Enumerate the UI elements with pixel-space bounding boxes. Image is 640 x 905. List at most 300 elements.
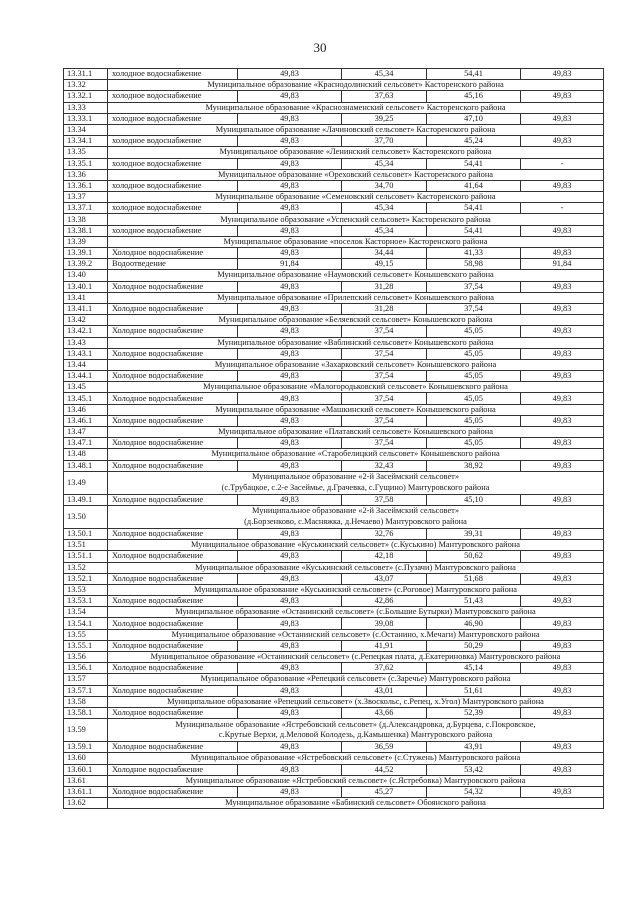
service-name: Холодное водоснабжение xyxy=(108,371,238,382)
municipality-row xyxy=(64,102,604,113)
row-number: 13.41.1 xyxy=(64,303,108,314)
row-number: 13.56.1 xyxy=(64,663,108,674)
row-number: 13.40 xyxy=(64,270,108,281)
tariff-value-1: 49,83 xyxy=(238,371,342,382)
row-number: 13.35.1 xyxy=(64,158,108,169)
municipality-title xyxy=(108,562,604,573)
service-name: Холодное водоснабжение xyxy=(108,663,238,674)
tariff-value-2: 45,34 xyxy=(342,158,427,169)
tariff-value-1: 49,83 xyxy=(238,596,342,607)
service-name: Холодное водоснабжение xyxy=(108,528,238,539)
tariff-value-3: 54,41 xyxy=(427,203,521,214)
service-name: Холодное водоснабжение xyxy=(108,685,238,696)
tariff-value-4: 49,83 xyxy=(521,494,604,505)
row-number: 13.60.1 xyxy=(64,764,108,775)
row-number: 13.61 xyxy=(64,775,108,786)
tariff-value-4: 49,83 xyxy=(521,371,604,382)
tariff-row xyxy=(64,460,604,471)
tariff-value-3: 51,43 xyxy=(427,596,521,607)
tariff-value-3: 54,41 xyxy=(427,225,521,236)
tariff-value-2: 32,43 xyxy=(342,460,427,471)
tariff-value-2: 37,54 xyxy=(342,415,427,426)
tariff-value-3: 37,54 xyxy=(427,303,521,314)
tariff-table xyxy=(63,68,604,809)
row-number: 13.36 xyxy=(64,169,108,180)
municipality-row xyxy=(64,471,604,494)
tariff-value-3: 53,42 xyxy=(427,764,521,775)
municipality-title-line: Муниципальное образование «Ястребовский сельсовет» (с.Ястребовка) Мантуровского района xyxy=(185,775,526,785)
municipality-title-line: Муниципальное образование «Платавский сельсовет» Конышевского района xyxy=(218,427,493,437)
tariff-row xyxy=(64,180,604,191)
municipality-title-line: Муниципальное образование «Успенский сельсовет» Касторенского района xyxy=(220,214,491,224)
municipality-title xyxy=(108,124,604,135)
municipality-row xyxy=(64,629,604,640)
service-name: Холодное водоснабжение xyxy=(108,348,238,359)
municipality-row xyxy=(64,505,604,528)
municipality-title xyxy=(108,427,604,438)
row-number: 13.49.1 xyxy=(64,494,108,505)
row-number: 13.57.1 xyxy=(64,685,108,696)
row-number: 13.58.1 xyxy=(64,707,108,718)
tariff-value-3: 47,10 xyxy=(427,113,521,124)
tariff-value-4: 49,83 xyxy=(521,69,604,80)
municipality-title-line: Муниципальное образование «Прилепский сельсовет» Конышевского района xyxy=(217,292,494,302)
service-name: холодное водоснабжение xyxy=(108,203,238,214)
tariff-value-4: 49,83 xyxy=(521,136,604,147)
service-name: холодное водоснабжение xyxy=(108,180,238,191)
service-name: холодное водоснабжение xyxy=(108,69,238,80)
row-number: 13.41 xyxy=(64,292,108,303)
municipality-title-line: Муниципальное образование «поселок Касторное» Касторенского района xyxy=(223,236,488,246)
tariff-value-2: 37,58 xyxy=(342,494,427,505)
tariff-value-2: 44,52 xyxy=(342,764,427,775)
tariff-value-2: 37,54 xyxy=(342,348,427,359)
tariff-value-1: 49,83 xyxy=(238,303,342,314)
municipality-title-line: Муниципальное образование «Останинский сельсовет» (с.Останино, х.Мечаги) Мантуровского района xyxy=(171,629,540,639)
tariff-value-4: 49,83 xyxy=(521,415,604,426)
tariff-value-1: 49,83 xyxy=(238,180,342,191)
municipality-row xyxy=(64,337,604,348)
tariff-value-4: 49,83 xyxy=(521,528,604,539)
service-name: Холодное водоснабжение xyxy=(108,281,238,292)
tariff-value-1: 49,83 xyxy=(238,91,342,102)
tariff-value-1: 49,83 xyxy=(238,528,342,539)
municipality-title xyxy=(108,471,604,494)
tariff-value-3: 52,39 xyxy=(427,707,521,718)
row-number: 13.33 xyxy=(64,102,108,113)
tariff-row xyxy=(64,742,604,753)
tariff-value-4: 49,83 xyxy=(521,303,604,314)
municipality-title xyxy=(108,798,604,809)
tariff-value-1: 49,83 xyxy=(238,393,342,404)
tariff-value-1: 91,84 xyxy=(238,259,342,270)
municipality-title xyxy=(108,80,604,91)
row-number: 13.38 xyxy=(64,214,108,225)
tariff-value-4: 49,83 xyxy=(521,764,604,775)
municipality-title xyxy=(108,147,604,158)
municipality-title-line: Муниципальное образование «Куськинский сельсовет» (с.Куськино) Мантуровского района xyxy=(191,540,520,550)
municipality-title-line: Муниципальное образование «Краснознаменский сельсовет» Касторенского района xyxy=(205,102,506,112)
tariff-value-4: 49,83 xyxy=(521,551,604,562)
service-name: холодное водоснабжение xyxy=(108,91,238,102)
tariff-value-4: 49,83 xyxy=(521,640,604,651)
tariff-row xyxy=(64,248,604,259)
tariff-value-3: 45,16 xyxy=(427,91,521,102)
tariff-row xyxy=(64,393,604,404)
tariff-row xyxy=(64,91,604,102)
row-number: 13.38.1 xyxy=(64,225,108,236)
tariff-value-3: 39,31 xyxy=(427,528,521,539)
municipality-title xyxy=(108,192,604,203)
tariff-value-4: 49,83 xyxy=(521,573,604,584)
tariff-value-2: 31,28 xyxy=(342,281,427,292)
tariff-row xyxy=(64,259,604,270)
service-name: Холодное водоснабжение xyxy=(108,303,238,314)
tariff-value-2: 45,34 xyxy=(342,203,427,214)
tariff-row xyxy=(64,438,604,449)
municipality-title-line: Муниципальное образование «Захарковский сельсовет» Конышевского района xyxy=(214,359,497,369)
municipality-row xyxy=(64,80,604,91)
row-number: 13.36.1 xyxy=(64,180,108,191)
tariff-value-1: 49,83 xyxy=(238,438,342,449)
tariff-value-4: 49,83 xyxy=(521,618,604,629)
tariff-row xyxy=(64,158,604,169)
row-number: 13.34 xyxy=(64,124,108,135)
tariff-value-3: 45,24 xyxy=(427,136,521,147)
tariff-row xyxy=(64,685,604,696)
municipality-title-line: Муниципальное образование «2-й Засеймский сельсовет» xyxy=(251,472,460,482)
service-name: Водоотведение xyxy=(108,259,238,270)
municipality-title xyxy=(108,674,604,685)
row-number: 13.39.2 xyxy=(64,259,108,270)
municipality-title xyxy=(108,270,604,281)
tariff-value-2: 43,07 xyxy=(342,573,427,584)
tariff-value-4: 49,83 xyxy=(521,326,604,337)
tariff-value-1: 49,83 xyxy=(238,551,342,562)
row-number: 13.50.1 xyxy=(64,528,108,539)
tariff-value-3: 41,64 xyxy=(427,180,521,191)
tariff-value-1: 49,83 xyxy=(238,618,342,629)
tariff-value-1: 49,83 xyxy=(238,248,342,259)
tariff-value-3: 54,41 xyxy=(427,158,521,169)
row-number: 13.53 xyxy=(64,584,108,595)
tariff-value-4: 49,83 xyxy=(521,113,604,124)
row-number: 13.44.1 xyxy=(64,371,108,382)
tariff-value-1: 49,83 xyxy=(238,707,342,718)
tariff-value-1: 49,83 xyxy=(238,663,342,674)
row-number: 13.55.1 xyxy=(64,640,108,651)
tariff-value-2: 45,34 xyxy=(342,225,427,236)
municipality-title-line: Муниципальное образование «Останинский сельсовет» (с.Репецкая плата, д.Екатериновка) Мантуровского района xyxy=(150,652,561,662)
row-number: 13.43 xyxy=(64,337,108,348)
municipality-title-line: Муниципальное образование «Останинский сельсовет» (с.Большие Бутырки) Мантуровского района xyxy=(175,607,536,617)
row-number: 13.44 xyxy=(64,359,108,370)
municipality-row xyxy=(64,562,604,573)
municipality-row xyxy=(64,449,604,460)
municipality-row xyxy=(64,540,604,551)
tariff-value-1: 49,83 xyxy=(238,326,342,337)
row-number: 13.58 xyxy=(64,696,108,707)
tariff-value-2: 34,44 xyxy=(342,248,427,259)
municipality-title-line: Муниципальное образование «Малогородьковский сельсовет» Конышевского района xyxy=(203,382,508,392)
service-name: Холодное водоснабжение xyxy=(108,596,238,607)
service-name: Холодное водоснабжение xyxy=(108,764,238,775)
row-number: 13.51 xyxy=(64,540,108,551)
service-name: Холодное водоснабжение xyxy=(108,326,238,337)
tariff-value-2: 37,54 xyxy=(342,326,427,337)
municipality-title xyxy=(108,652,604,663)
service-name: холодное водоснабжение xyxy=(108,113,238,124)
tariff-value-3: 45,05 xyxy=(427,371,521,382)
tariff-value-1: 49,83 xyxy=(238,348,342,359)
tariff-value-3: 50,62 xyxy=(427,551,521,562)
tariff-row xyxy=(64,618,604,629)
service-name: Холодное водоснабжение xyxy=(108,438,238,449)
row-number: 13.37.1 xyxy=(64,203,108,214)
tariff-value-3: 45,05 xyxy=(427,415,521,426)
tariff-value-4: 49,83 xyxy=(521,786,604,797)
tariff-value-1: 49,83 xyxy=(238,136,342,147)
tariff-value-3: 54,41 xyxy=(427,69,521,80)
tariff-value-2: 49,15 xyxy=(342,259,427,270)
table-body xyxy=(64,69,604,809)
row-number: 13.46 xyxy=(64,404,108,415)
tariff-row xyxy=(64,69,604,80)
row-number: 13.45 xyxy=(64,382,108,393)
municipality-title xyxy=(108,540,604,551)
tariff-value-4: 49,83 xyxy=(521,438,604,449)
tariff-row xyxy=(64,136,604,147)
municipality-row xyxy=(64,214,604,225)
tariff-row xyxy=(64,551,604,562)
municipality-row xyxy=(64,236,604,247)
municipality-title-line: Муниципальное образование «Семеновский сельсовет» Касторенского района xyxy=(215,192,496,202)
municipality-row xyxy=(64,719,604,742)
tariff-value-2: 42,18 xyxy=(342,551,427,562)
tariff-value-2: 45,27 xyxy=(342,786,427,797)
municipality-title-line: Муниципальное образование «Ваблинский сельсовет» Конышевского района xyxy=(217,337,494,347)
municipality-title xyxy=(108,315,604,326)
municipality-title-line: Муниципальное образование «Машкинский сельсовет» Конышевского района xyxy=(215,404,496,414)
municipality-row xyxy=(64,652,604,663)
tariff-value-2: 37,70 xyxy=(342,136,427,147)
tariff-value-2: 37,54 xyxy=(342,371,427,382)
municipality-title-line: Муниципальное образование «Репецкий сельсовет» (х.Звоскольс, с.Репец, х.Угол) Мантуровского района xyxy=(167,696,544,706)
service-name: Холодное водоснабжение xyxy=(108,618,238,629)
row-number: 13.61.1 xyxy=(64,786,108,797)
tariff-row xyxy=(64,494,604,505)
tariff-value-1: 49,83 xyxy=(238,69,342,80)
municipality-title xyxy=(108,584,604,595)
tariff-value-2: 39,25 xyxy=(342,113,427,124)
municipality-row xyxy=(64,427,604,438)
tariff-value-2: 42,86 xyxy=(342,596,427,607)
tariff-row xyxy=(64,786,604,797)
tariff-row xyxy=(64,640,604,651)
tariff-row xyxy=(64,113,604,124)
tariff-value-4: 49,83 xyxy=(521,348,604,359)
municipality-row xyxy=(64,382,604,393)
municipality-row xyxy=(64,753,604,764)
tariff-value-3: 38,92 xyxy=(427,460,521,471)
municipality-row xyxy=(64,147,604,158)
tariff-value-3: 45,05 xyxy=(427,393,521,404)
tariff-value-4: 91,84 xyxy=(521,259,604,270)
row-number: 13.59 xyxy=(64,719,108,742)
municipality-row xyxy=(64,674,604,685)
row-number: 13.53.1 xyxy=(64,596,108,607)
tariff-value-4: 49,83 xyxy=(521,685,604,696)
municipality-row xyxy=(64,798,604,809)
service-name: Холодное водоснабжение xyxy=(108,742,238,753)
municipality-title-line: Муниципальное образование «2-й Засеймский сельсовет» xyxy=(251,506,460,516)
service-name: холодное водоснабжение xyxy=(108,158,238,169)
tariff-value-4: 49,83 xyxy=(521,742,604,753)
row-number: 13.32.1 xyxy=(64,91,108,102)
tariff-value-1: 49,83 xyxy=(238,281,342,292)
tariff-value-2: 37,54 xyxy=(342,438,427,449)
row-number: 13.35 xyxy=(64,147,108,158)
tariff-value-2: 36,59 xyxy=(342,742,427,753)
tariff-value-3: 37,54 xyxy=(427,281,521,292)
tariff-value-4: 49,83 xyxy=(521,91,604,102)
service-name: Холодное водоснабжение xyxy=(108,460,238,471)
service-name: Холодное водоснабжение xyxy=(108,786,238,797)
municipality-title-line-2: с.Крутые Верхи, д.Меловой Колодезь, д.Камышенка) Мантуровского района xyxy=(218,730,493,740)
municipality-title xyxy=(108,404,604,415)
tariff-value-3: 45,10 xyxy=(427,494,521,505)
row-number: 13.48 xyxy=(64,449,108,460)
tariff-value-2: 39,08 xyxy=(342,618,427,629)
tariff-value-1: 49,83 xyxy=(238,460,342,471)
row-number: 13.60 xyxy=(64,753,108,764)
tariff-value-4: 49,83 xyxy=(521,707,604,718)
row-number: 13.59.1 xyxy=(64,742,108,753)
municipality-row xyxy=(64,404,604,415)
tariff-row xyxy=(64,348,604,359)
tariff-row xyxy=(64,707,604,718)
municipality-title xyxy=(108,719,604,742)
tariff-value-1: 49,83 xyxy=(238,685,342,696)
municipality-title xyxy=(108,505,604,528)
tariff-value-1: 49,83 xyxy=(238,494,342,505)
row-number: 13.52.1 xyxy=(64,573,108,584)
tariff-row xyxy=(64,415,604,426)
tariff-value-2: 43,01 xyxy=(342,685,427,696)
tariff-value-3: 46,90 xyxy=(427,618,521,629)
municipality-title xyxy=(108,753,604,764)
tariff-value-2: 31,28 xyxy=(342,303,427,314)
row-number: 13.39 xyxy=(64,236,108,247)
municipality-title-line: Муниципальное образование «Ореховский сельсовет» Касторенского района xyxy=(217,169,494,179)
municipality-title xyxy=(108,214,604,225)
tariff-value-2: 41,91 xyxy=(342,640,427,651)
tariff-row xyxy=(64,225,604,236)
service-name: Холодное водоснабжение xyxy=(108,640,238,651)
row-number: 13.34.1 xyxy=(64,136,108,147)
tariff-value-1: 49,83 xyxy=(238,573,342,584)
municipality-title-line: Муниципальное образование «Наумовский сельсовет» Конышевского района xyxy=(217,270,494,280)
municipality-row xyxy=(64,607,604,618)
municipality-title-line: Муниципальное образование «Старобелицкий сельсовет» Конышевского района xyxy=(211,449,500,459)
municipality-row xyxy=(64,192,604,203)
tariff-value-3: 50,29 xyxy=(427,640,521,651)
municipality-title xyxy=(108,449,604,460)
tariff-value-4: 49,83 xyxy=(521,663,604,674)
tariff-row xyxy=(64,203,604,214)
municipality-title xyxy=(108,607,604,618)
tariff-value-2: 45,34 xyxy=(342,69,427,80)
municipality-row xyxy=(64,315,604,326)
row-number: 13.54 xyxy=(64,607,108,618)
row-number: 13.55 xyxy=(64,629,108,640)
tariff-value-4: - xyxy=(521,158,604,169)
tariff-value-3: 45,05 xyxy=(427,438,521,449)
tariff-value-2: 32,76 xyxy=(342,528,427,539)
tariff-value-1: 49,83 xyxy=(238,786,342,797)
tariff-value-1: 49,83 xyxy=(238,640,342,651)
tariff-value-1: 49,83 xyxy=(238,225,342,236)
service-name: холодное водоснабжение xyxy=(108,225,238,236)
municipality-title-line: Муниципальное образование «Ленинский сельсовет» Касторенского района xyxy=(219,147,492,157)
tariff-value-3: 51,68 xyxy=(427,573,521,584)
row-number: 13.57 xyxy=(64,674,108,685)
municipality-row xyxy=(64,359,604,370)
municipality-title-line: Муниципальное образование «Куськинский сельсовет» (с.Роговое) Мантуровского района xyxy=(193,584,518,594)
tariff-row xyxy=(64,281,604,292)
row-number: 13.51.1 xyxy=(64,551,108,562)
service-name: Холодное водоснабжение xyxy=(108,573,238,584)
municipality-title xyxy=(108,382,604,393)
row-number: 13.49 xyxy=(64,471,108,494)
tariff-value-3: 45,05 xyxy=(427,348,521,359)
service-name: холодное водоснабжение xyxy=(108,136,238,147)
municipality-title-line: Муниципальное образование «Лачиновский сельсовет» Касторенского района xyxy=(215,125,496,135)
row-number: 13.40.1 xyxy=(64,281,108,292)
tariff-value-4: 49,83 xyxy=(521,225,604,236)
row-number: 13.42.1 xyxy=(64,326,108,337)
tariff-value-3: 41,33 xyxy=(427,248,521,259)
row-number: 13.50 xyxy=(64,505,108,528)
row-number: 13.52 xyxy=(64,562,108,573)
tariff-value-4: 49,83 xyxy=(521,460,604,471)
row-number: 13.47.1 xyxy=(64,438,108,449)
municipality-title xyxy=(108,359,604,370)
row-number: 13.47 xyxy=(64,427,108,438)
municipality-row xyxy=(64,292,604,303)
tariff-value-1: 49,83 xyxy=(238,113,342,124)
row-number: 13.46.1 xyxy=(64,415,108,426)
municipality-title-line: Муниципальное образование «Ястребовский сельсовет» (с.Стужень) Мантуровского района xyxy=(190,753,521,763)
municipality-row xyxy=(64,270,604,281)
row-number: 13.42 xyxy=(64,315,108,326)
tariff-value-1: 49,83 xyxy=(238,742,342,753)
municipality-title-line: Муниципальное образование «Краснодолинский сельсовет» Касторенского района xyxy=(207,80,504,90)
municipality-title xyxy=(108,337,604,348)
municipality-title-line-2: (д.Борзенково, с.Масняжка, д.Нечаево) Мантуровского района xyxy=(244,516,467,526)
row-number: 13.37 xyxy=(64,192,108,203)
municipality-title-line: Муниципальное образование «Репецкий сельсовет» (с.Заречье) Мантуровского района xyxy=(200,674,511,684)
tariff-value-3: 58,98 xyxy=(427,259,521,270)
row-number: 13.43.1 xyxy=(64,348,108,359)
municipality-row xyxy=(64,169,604,180)
tariff-value-2: 37,63 xyxy=(342,91,427,102)
tariff-row xyxy=(64,528,604,539)
tariff-value-4: - xyxy=(521,203,604,214)
municipality-title xyxy=(108,775,604,786)
row-number: 13.39.1 xyxy=(64,248,108,259)
tariff-row xyxy=(64,371,604,382)
